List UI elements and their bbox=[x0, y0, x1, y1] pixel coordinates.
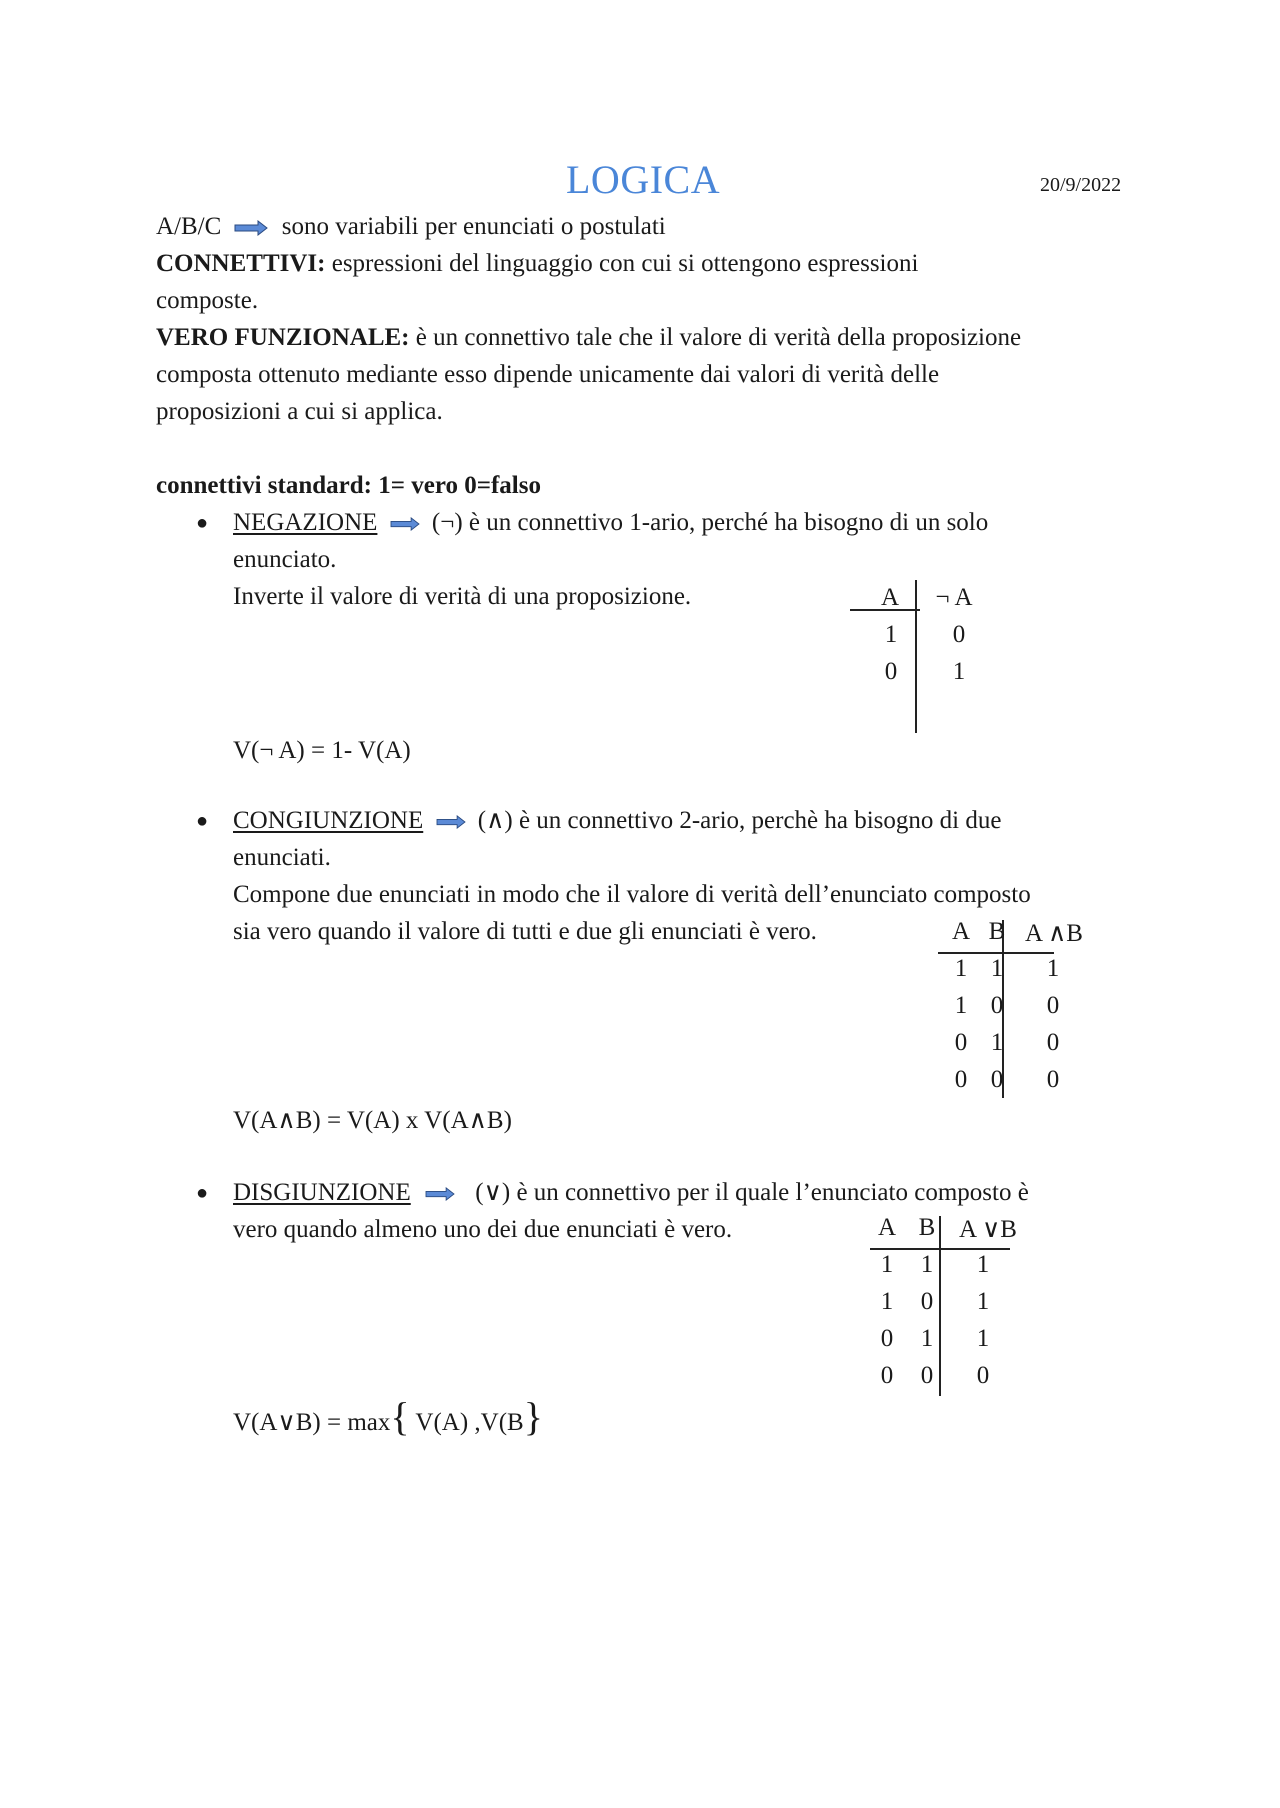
congiunzione-desc-3: Compone due enunciati in modo che il valore di verità dell’enunciato composto bbox=[233, 881, 1031, 908]
table-cell: 1 bbox=[976, 1288, 990, 1315]
connettivi-text-2: composte. bbox=[156, 287, 259, 314]
table-header-rule bbox=[938, 952, 1054, 954]
table-cell: 1 bbox=[990, 955, 1004, 982]
variables-lhs: A/B/C bbox=[156, 213, 222, 240]
disgiunzione-line-1 bbox=[233, 1174, 1029, 1211]
right-arrow-icon bbox=[425, 1187, 455, 1201]
variables-line bbox=[156, 208, 666, 245]
table-header: A bbox=[951, 918, 971, 945]
congiunzione-desc-4: sia vero quando il valore di tutti e due gli enunciati è vero. bbox=[233, 918, 817, 945]
right-arrow-icon bbox=[234, 220, 268, 236]
table-cell: 1 bbox=[1046, 955, 1060, 982]
table-cell: 1 bbox=[976, 1325, 990, 1352]
congiunzione-formula: V(A∧B) = V(A) x V(A∧B) bbox=[233, 1107, 512, 1134]
disgiunzione-desc-1: (∨) è un connettivo per il quale l’enunciato composto è bbox=[475, 1179, 1029, 1206]
right-brace-icon: } bbox=[523, 1394, 543, 1439]
table-cell: 1 bbox=[954, 992, 968, 1019]
negazione-line-1 bbox=[233, 504, 988, 541]
table-cell: 0 bbox=[976, 1362, 990, 1389]
disgiunzione-title: DISGIUNZIONE bbox=[233, 1179, 411, 1206]
vero-text-1: è un connettivo tale che il valore di verità della proposizione bbox=[415, 324, 1022, 351]
table-column-divider bbox=[915, 580, 917, 733]
table-header: B bbox=[988, 918, 1006, 945]
table-cell: 0 bbox=[884, 658, 898, 685]
table-cell: 0 bbox=[1046, 1029, 1060, 1056]
table-cell: 1 bbox=[976, 1251, 990, 1278]
disgiunzione-formula-prefix: V(A∨B) = max bbox=[233, 1409, 391, 1436]
negazione-formula: V(¬ A) = 1- V(A) bbox=[233, 737, 411, 764]
connettivi-label: CONNETTIVI: bbox=[156, 250, 326, 277]
table-header: B bbox=[918, 1214, 936, 1241]
table-cell: 1 bbox=[884, 621, 898, 648]
right-arrow-icon bbox=[436, 815, 466, 829]
congiunzione-desc-2: enunciati. bbox=[233, 844, 331, 871]
table-cell: 1 bbox=[880, 1288, 894, 1315]
page-title: LOGICA bbox=[566, 157, 721, 202]
table-cell: 1 bbox=[954, 955, 968, 982]
vero-text-2: composta ottenuto mediante esso dipende unicamente dai valori di verità delle bbox=[156, 361, 940, 388]
congiunzione-title: CONGIUNZIONE bbox=[233, 807, 424, 834]
table-cell: 1 bbox=[990, 1029, 1004, 1056]
table-cell: 1 bbox=[880, 1251, 894, 1278]
table-header: A bbox=[880, 584, 900, 611]
variables-rhs: sono variabili per enunciati o postulati bbox=[281, 213, 666, 240]
table-cell: 0 bbox=[990, 992, 1004, 1019]
table-cell: 0 bbox=[920, 1362, 934, 1389]
table-header: ¬ A bbox=[935, 584, 973, 611]
table-cell: 1 bbox=[920, 1325, 934, 1352]
table-cell: 0 bbox=[920, 1288, 934, 1315]
negazione-desc-1: (¬) è un connettivo 1-ario, perché ha bisogno di un solo bbox=[431, 509, 989, 536]
table-header: A ∧B bbox=[1025, 920, 1083, 947]
congiunzione-desc-1: (∧) è un connettivo 2-ario, perchè ha bisogno di due bbox=[477, 807, 1002, 834]
negazione-desc-3: Inverte il valore di verità di una proposizione. bbox=[233, 583, 692, 610]
bullet-icon: ● bbox=[196, 512, 209, 534]
bullet-icon: ● bbox=[196, 810, 209, 832]
table-cell: 0 bbox=[990, 1066, 1004, 1093]
congiunzione-line-1 bbox=[233, 802, 1001, 839]
table-cell: 0 bbox=[1046, 992, 1060, 1019]
table-header: A ∨B bbox=[959, 1216, 1017, 1243]
vero-text-3: proposizioni a cui si applica. bbox=[156, 398, 443, 425]
right-arrow-icon bbox=[390, 517, 420, 531]
connettivi-text-1: espressioni del linguaggio con cui si ottengono espressioni bbox=[331, 250, 919, 277]
table-cell: 0 bbox=[880, 1325, 894, 1352]
table-cell: 0 bbox=[954, 1066, 968, 1093]
negazione-title: NEGAZIONE bbox=[233, 509, 378, 536]
connettivi-definition bbox=[156, 245, 918, 282]
table-cell: 0 bbox=[1046, 1066, 1060, 1093]
negazione-desc-2: enunciato. bbox=[233, 546, 337, 573]
left-brace-icon: { bbox=[390, 1394, 410, 1439]
table-cell: 0 bbox=[954, 1029, 968, 1056]
table-cell: 0 bbox=[952, 621, 966, 648]
disgiunzione-desc-2: vero quando almeno uno dei due enunciati è vero. bbox=[233, 1216, 733, 1243]
table-cell: 1 bbox=[920, 1251, 934, 1278]
bullet-icon: ● bbox=[196, 1182, 209, 1204]
disgiunzione-formula-args: V(A) ,V(B bbox=[415, 1409, 524, 1436]
table-cell: 1 bbox=[952, 658, 966, 685]
vero-funzionale-definition bbox=[156, 319, 1021, 356]
table-cell: 0 bbox=[880, 1362, 894, 1389]
standard-heading: connettivi standard: 1= vero 0=falso bbox=[156, 472, 541, 499]
page-date: 20/9/2022 bbox=[1040, 174, 1122, 196]
vero-label: VERO FUNZIONALE: bbox=[156, 324, 410, 351]
disgiunzione-formula bbox=[233, 1394, 543, 1441]
table-header: A bbox=[877, 1214, 897, 1241]
